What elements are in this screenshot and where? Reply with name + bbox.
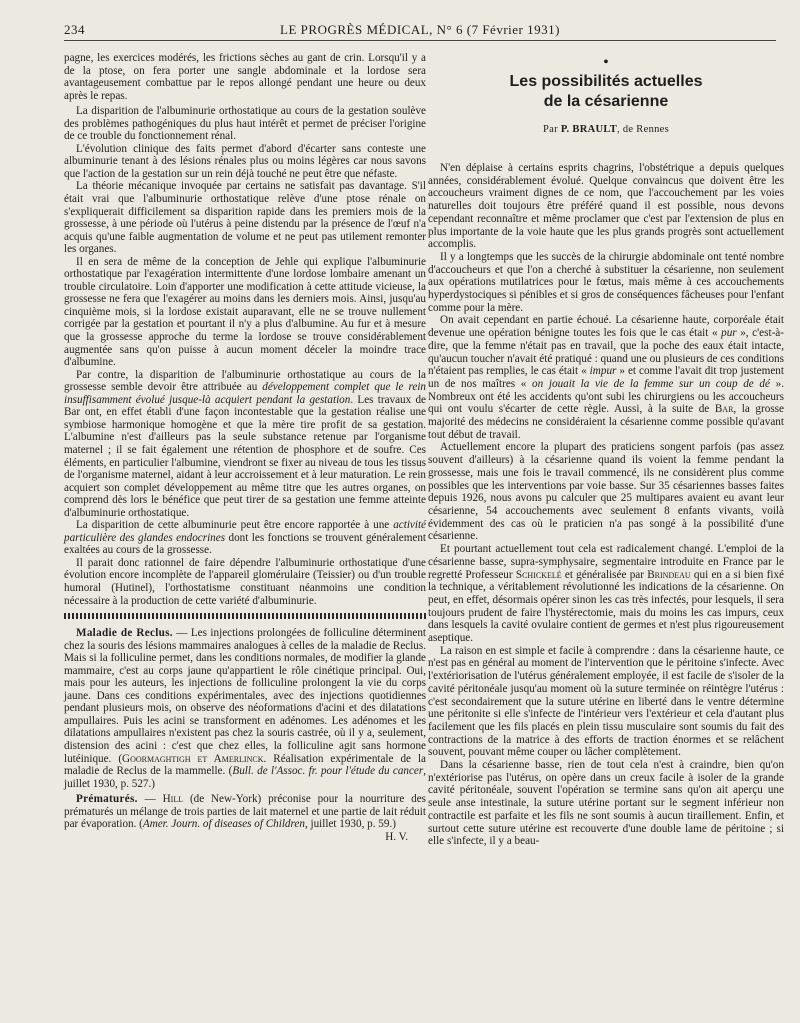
- page-number: 234: [64, 22, 85, 37]
- paragraph: Dans la césarienne basse, rien de tout cela n'est à craindre, bien qu'on n'extériorise pas l'utérus, on opère dans un creux facile à isoler de la grande cavité péritonéale, souvent l'opération se termine sans qu'on ait aperçu une seule anse intestinale, la suture utérine portant sur le segment inférieur non contractile est parfaite et les fils ne sont soumis à aucun tiraillement. Enfin, et surtout cette suture utérine est recouverte d'une double lame de péritoine ; si elle s'infecte, il y a beau-: [428, 759, 784, 848]
- brief-source: Bull. de l'Assoc. fr. pour l'étude du cancer: [232, 765, 424, 778]
- article-header: [428, 56, 784, 135]
- paragraph: pagne, les exercices modérés, les frictions sèches au gant de crin. Lorsqu'il y a de la ptose, on fera porter une sangle abdominale et la lordose sera avantageusement combattue par le repos allongé pendant une heure ou deux après le repas.: [64, 52, 426, 102]
- paragraph: La disparition de cette albuminurie peut être encore rapportée à une activité particulière des glandes endocrines dont les fonctions se trouvent généralement exaltées au cours de la grossesse.: [64, 519, 426, 557]
- article-title: Les possibilités actuelles de la césarienne: [509, 73, 703, 110]
- header-rule: [64, 40, 776, 41]
- paragraph: N'en déplaise à certains esprits chagrins, l'obstétrique a depuis quelques années, considérablement évolué. Quelque convaincus que doivent être les accoucheurs vraiment dignes de ce nom, que l'accouchement par les voies naturelles doit toujours être préféré quand il est possible, nous devons cependant reconnaître et même proclamer que c'est par l'extension de plus en plus importante de la voie haute que les plus grands progrès sont actuellement accomplis.: [428, 162, 784, 251]
- author-name: P. BRAULT: [560, 124, 618, 135]
- byline: Par P. BRAULT, de Rennes: [542, 124, 670, 135]
- paragraph: La théorie mécanique invoquée par certains ne satisfait pas davantage. S'il était vrai que l'albuminurie orthostatique relève d'une ptose rénale on s'expliquerait difficilement sa disparition rapide dans les premiers mois de la grossesse, à une période où l'utérus à peine distendu par la présence de l'œuf n'a acquis qu'une faible augmentation de volume et ne peut pas utilement remonter les organes.: [64, 180, 426, 256]
- brief-title: Prématurés.: [76, 793, 138, 806]
- signature: H. V.: [385, 830, 408, 843]
- brief-title: Maladie de Reclus.: [76, 627, 173, 640]
- paragraph: Il en sera de même de la conception de Jehle qui explique l'albuminurie orthostatique par l'exagération intermittente d'une lordose lombaire amenant un trouble circulatoire. Loin d'apporter une modification à cette attitude vicieuse, la grossesse ne fera que l'exagérer au moins dans les derniers mois. Ainsi, jusqu'au cinquième mois, si la lordose existait auparavant, elle ne se trouve nullement corrigée par la gestation et pourtant il n'y a plus d'albumine. Au fur et à mesure que la grossesse approche du terme la lordose se trouve considérablement augmentée sans qu'on puisse à aucun moment déceler la moindre trace d'albumine.: [64, 255, 426, 369]
- brief-note-prematures: Prématurés. — Hill (de New-York) préconise pour la nourriture des prématurés un mélange de trois parties de lait maternel et une partie de lait réduit par évaporation. (Amer. Journ. of diseases of Children, juillet 1930, p. 59.) H. V.: [64, 793, 427, 843]
- quotation: on jouait la vie de la femme sur un coup de dé: [532, 377, 770, 390]
- paragraph: Il y a longtemps que les succès de la chirurgie abdominale ont tenté nombre d'accoucheurs et que l'on a cherché à substituer la césarienne, non seulement aux opérations mutilatrices pour le fœtus, mais même à ces accouchements hyperdystociques si pénibles et si gros de conséquences fâcheuses pour l'enfant comme pour la mère.: [428, 250, 784, 314]
- paragraph: La disparition de l'albuminurie orthostatique au cours de la gestation soulève des problèmes pathogéniques du plus haut intérêt et permet de préciser l'origine de ce trouble du fonctionnement rénal.: [64, 105, 426, 143]
- brief-note-reclus: Maladie de Reclus. — Les injections prolongées de folliculine déterminent chez la souris des lésions mammaires analogues à celles de la maladie de Reclus. Mais si la folliculine permet, dans les conditions normales, de modifier la glande mammaire, c'est au corps jaune qu'appartient le rôle cinétique principal. Oui, mais pour les auteurs, les injections de folliculine prolongent la vie du corps jaune. Dans ces conditions expérimentales, avec des injections quotidiennes pendant plusieurs mois, on observe des néoformations d'acini et des dilatations ampullaires. Puis les acini se transforment en adénomes. Les adénomes et les dilatations ampullaires n'existent pas chez la souris castrée, où il y a, seulement, distension des acini : c'est que chez elles, la folliculine agit sans hormone lutéinique. (Goormaghtigh et Amerlinck. Réalisation expérimentale de la maladie de Reclus de la mammelle. (Bull. de l'Assoc. fr. pour l'étude du cancer, juillet 1930, p. 527.): [64, 627, 427, 790]
- paragraph: Actuellement encore la plupart des praticiens songent parfois (pas assez souvent d'ailleurs) à la césarienne quand ils voient la femme pendant la grossesse, mais une fois le travail commencé, ils ne considèrent plus comme possibles que les interventions par voie basse. Sur 35 césariennes basses faites depuis 1926, nous avons pu calculer que 25 multipares avaient eu avant leur césarienne, 54 accouchements avec seulement 8 enfants vivants, voilà évidemment des cas où le praticien n'a pas songé à la possibilité d'une césarienne.: [428, 441, 784, 543]
- paragraph: Et pourtant actuellement tout cela est radicalement changé. L'emploi de la césarienne basse, supra-symphysaire, segmentaire introduite en France par le regretté Professeur Schickelé et généralisée par Brindeau qui en a si bien fixé la technique, a véritablement révolutionné les indications de la césarienne. On peut, en effet, désormais opérer sinon les cas très infectés, pour lesquels, il sera toujours prudent de faire l'hystérectomie, mais du moins les cas impurs, ceux dans lesquels la cavité ovulaire contient de germes et n'est plus rigoureusement aseptique.: [428, 543, 784, 645]
- paragraph: On avait cependant en partie échoué. La césarienne haute, corporéale était devenue une opération bénigne toutes les fois que le cas était « pur », c'est-à-dire, que la femme n'était pas en travail, que la poche des eaux était intacte, qu'aucun toucher n'avait été pratiqué : quand une ou plusieurs de ces conditions n'étaient pas remplies, le cas était « impur » et comme l'avait dit trop justement un de nos maîtres « on jouait la vie de la femme sur un coup de dé ». Nombreux ont été les accidents qu'ont subi les chirurgiens ou les accoucheurs qui ont voulu s'écarter de cette règle. Aussi, à la suite de Bar, la grosse majorité des médecins ne considéraient la césarienne comme possible qu'avant tout début de travail.: [428, 314, 785, 441]
- section-divider: [64, 613, 426, 619]
- right-column: [428, 162, 784, 848]
- emphasis: activité particulière des glandes endocrines: [64, 519, 426, 544]
- left-column: [64, 52, 426, 843]
- brief-authors: Goormaghtigh et Amerlinck: [122, 752, 264, 765]
- brief-source: Amer. Journ. of diseases of Children: [142, 818, 305, 831]
- paragraph: La raison en est simple et facile à comprendre : dans la césarienne haute, ce n'est pas en général au moment de l'intervention que le péritoine s'infecte. Avec l'extériorisation de l'utérus généralement employée, il est facile de s'isoler de la cavité péritonéale jusqu'au moment où la suture terminée on réintègre l'utérus : c'est secondairement que la suture utérine en liberté dans le ventre détermine une péritonite si elle s'infecte de l'intérieur vers l'extérieur et cela d'autant plus facilement que les fils placés en plein tissu musculaire sont soumis du fait des contractions de la matrice à des efforts de traction énormes et se relâchent souvent, pouvant même couper ou lâcher complètement.: [428, 644, 784, 759]
- paragraph: Par contre, la disparition de l'albuminurie orthostatique au cours de la grossesse semble devoir être attribuée au développement complet que le rein insuffisamment évolué jusque-là acquiert pendant la gestation. Les travaux de Bar ont, en effet établi d'une façon incontestable que la gestation réalise une symbiose harmonique homogène et que la mère tire profit de sa gestation. L'albumine n'est d'ailleurs pas la seule substance retenue par l'organisme maternel ; il se fait également une rétention de phosphore et de soufre. Ces éléments, en particulier l'albumine, viendront se fixer au niveau de tous les tissus de l'organisme maternel, aidant à leur accroissement et à leur maturation. Le rein acquiert son complet développement au même titre que les autres organes, on comprend dès lors le bénéfice que peut tirer de sa gestation une femme atteinte d'albuminurie orthostatique.: [64, 368, 426, 519]
- journal-title: LE PROGRÈS MÉDICAL, N° 6 (7 Février 1931): [280, 22, 560, 37]
- brief-author: Hill: [162, 793, 184, 806]
- running-header: [64, 20, 776, 40]
- bullet-ornament: •: [603, 55, 609, 70]
- emphasis: développement complet que le rein insuffisamment évolué jusque-là acquiert pendant la gestation: [64, 381, 426, 406]
- paragraph: Il parait donc rationnel de faire dépendre l'albuminurie orthostatique d'une évolution encore incomplète de l'appareil glomérulaire (Teissier) ou d'un trouble humoral (Hutinel), l'orthostatisme constituant néanmoins une condition nécessaire à la production de cette variété d'albuminurie.: [64, 556, 426, 607]
- paragraph: L'évolution clinique des faits permet d'abord d'écarter sans conteste une albuminurie tenant à des lésions rénales plus ou moins légères car nous savons que l'action de la gestation sur un rein déjà touché ne peut être que néfaste.: [64, 142, 426, 180]
